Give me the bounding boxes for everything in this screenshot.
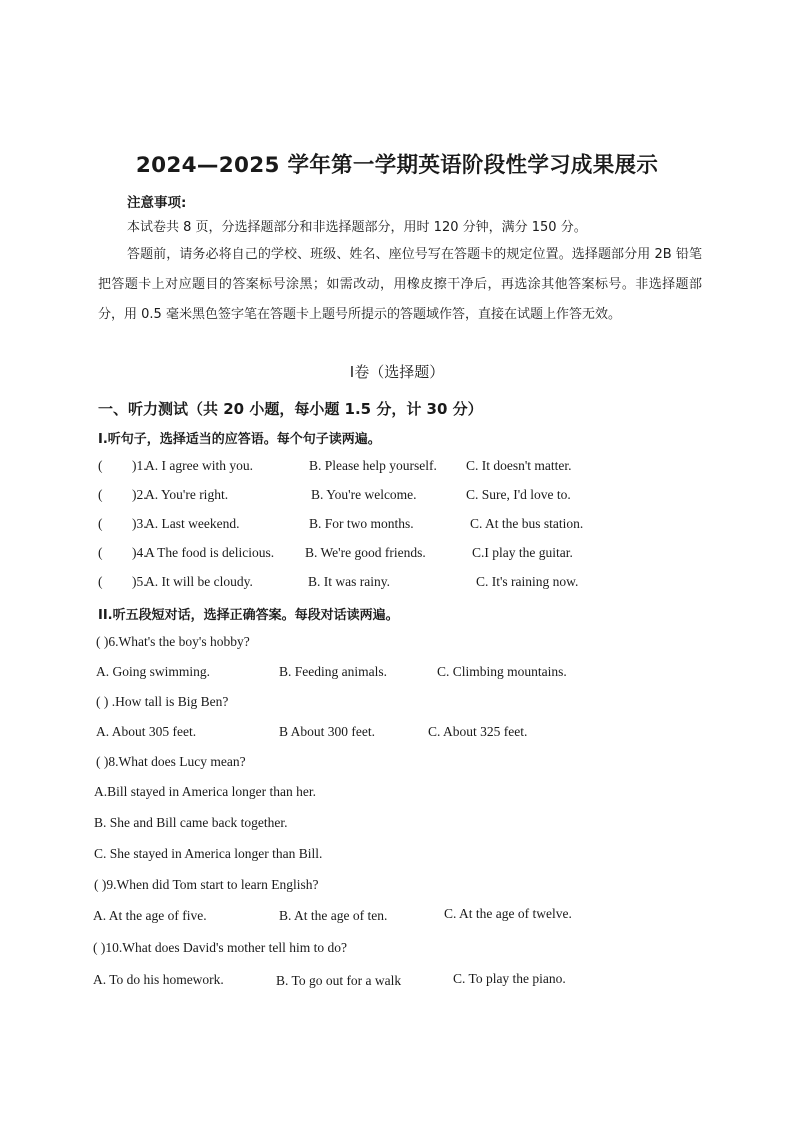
part-title: Ⅰ卷（选择题） bbox=[349, 363, 445, 381]
question-number: )4. bbox=[132, 545, 147, 560]
question-stem: ( )9.When did Tom start to learn English? bbox=[94, 877, 319, 892]
answer-bracket[interactable]: ( bbox=[98, 487, 103, 502]
option-b: B About 300 feet. bbox=[279, 724, 375, 739]
option-c: C. To play the piano. bbox=[453, 971, 566, 986]
option-c: C. At the age of twelve. bbox=[444, 906, 572, 921]
notice-line-1: 本试卷共 8 页，分选择题部分和非选择题部分，用时 120 分钟，满分 150 分。 bbox=[127, 220, 587, 235]
option-a: A. Last weekend. bbox=[145, 516, 240, 531]
option-b: B. Please help yourself. bbox=[309, 458, 437, 473]
option-a: A. It will be cloudy. bbox=[145, 574, 253, 589]
answer-bracket[interactable]: ( bbox=[98, 458, 103, 473]
option-a: A. You're right. bbox=[145, 487, 229, 502]
question-number: )5. bbox=[132, 574, 147, 589]
question-number: )1. bbox=[132, 458, 147, 473]
option-a: A. I agree with you. bbox=[145, 458, 253, 473]
option-b: B. You're welcome. bbox=[311, 487, 417, 502]
option-a: A The food is delicious. bbox=[145, 545, 275, 560]
subsection-heading-1: I.听句子，选择适当的应答语。每个句子读两遍。 bbox=[98, 432, 381, 447]
option-a: A. About 305 feet. bbox=[96, 724, 197, 739]
question-number: )3. bbox=[132, 516, 147, 531]
answer-bracket[interactable]: ( bbox=[98, 574, 103, 589]
option-c: C. Sure, I'd love to. bbox=[466, 487, 571, 502]
notice-line-2: 答题前，请务必将自己的学校、班级、姓名、座位号写在答题卡的规定位置。选择题部分用 2B 铅笔把答题卡上对应题目的答案标号涂黑；如需改动，用橡皮擦干净后，再选涂其他答案标号。非选择题部分，用 0.5 毫米黑色签字笔在答题卡上题号所提示的答题域作答，直接在试题上作答无效。 bbox=[98, 247, 702, 322]
option-c: C. About 325 feet. bbox=[428, 724, 528, 739]
answer-bracket[interactable]: ( bbox=[98, 516, 103, 531]
option-c: C. Climbing mountains. bbox=[437, 664, 567, 679]
option-c: C.I play the guitar. bbox=[472, 545, 573, 560]
option-b: B. To go out for a walk bbox=[276, 973, 402, 988]
question-stem: ( ) .How tall is Big Ben? bbox=[96, 694, 229, 709]
answer-bracket[interactable]: ( bbox=[98, 545, 103, 560]
exam-title: 2024—2025 学年第一学期英语阶段性学习成果展示 bbox=[135, 153, 659, 178]
option-a: A. At the age of five. bbox=[93, 908, 207, 923]
question-stem: ( )8.What does Lucy mean? bbox=[96, 754, 246, 769]
option-a: A.Bill stayed in America longer than her. bbox=[94, 784, 316, 799]
question-stem: ( )10.What does David's mother tell him to do? bbox=[93, 940, 348, 955]
option-b: B. At the age of ten. bbox=[279, 908, 388, 923]
question-number: )2. bbox=[132, 487, 147, 502]
option-c: C. She stayed in America longer than Bill. bbox=[94, 846, 323, 861]
option-b: B. It was rainy. bbox=[308, 574, 390, 589]
option-b: B. She and Bill came back together. bbox=[94, 815, 288, 830]
option-b: B. We're good friends. bbox=[305, 545, 426, 560]
option-b: B. For two months. bbox=[309, 516, 414, 531]
option-c: C. It's raining now. bbox=[476, 574, 579, 589]
option-b: B. Feeding animals. bbox=[279, 664, 387, 679]
section-heading: 一、听力测试（共 20 小题，每小题 1.5 分，计 30 分） bbox=[98, 400, 483, 418]
notice-heading: 注意事项: bbox=[127, 195, 187, 211]
question-stem: ( )6.What's the boy's hobby? bbox=[96, 634, 250, 649]
option-a: A. To do his homework. bbox=[93, 972, 224, 987]
option-c: C. It doesn't matter. bbox=[466, 458, 572, 473]
option-a: A. Going swimming. bbox=[96, 664, 211, 679]
option-c: C. At the bus station. bbox=[470, 516, 584, 531]
subsection-heading-2: II.听五段短对话，选择正确答案。每段对话读两遍。 bbox=[98, 608, 399, 623]
